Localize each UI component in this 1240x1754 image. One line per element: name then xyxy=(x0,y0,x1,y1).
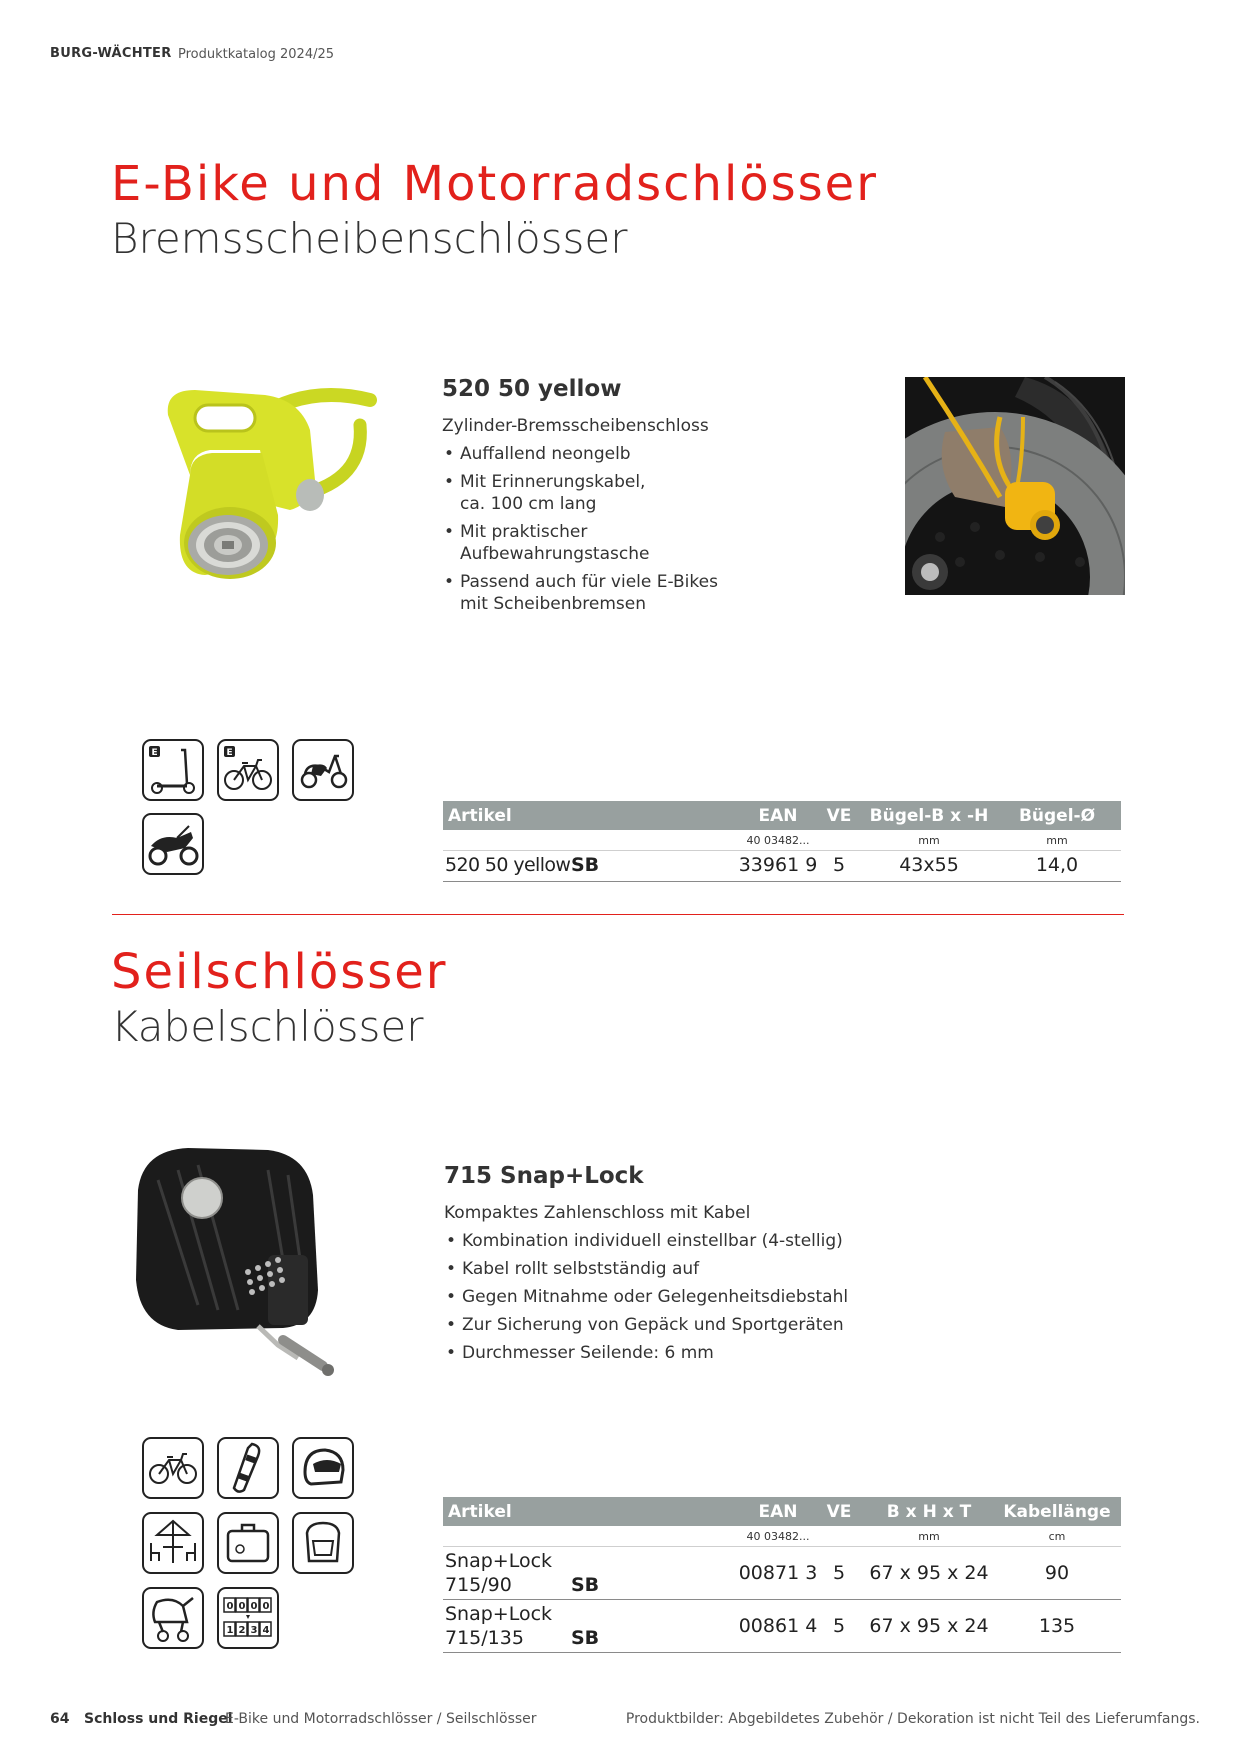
feature-item: • Passend auch für viele E-Bikes mit Scheibenbremsen xyxy=(442,571,782,615)
cell-artikel: Snap+Lock xyxy=(445,1603,553,1625)
col-artikel: Artikel xyxy=(448,1502,512,1522)
section2-title: Seilschlösser xyxy=(111,944,448,1000)
table-row xyxy=(443,1547,1121,1600)
combination-dial-icon xyxy=(217,1587,279,1649)
table-header xyxy=(443,1497,1121,1526)
snowboard-icon xyxy=(217,1437,279,1499)
cell-artikel-code: 715/135 xyxy=(445,1627,524,1649)
cell-pack: SB xyxy=(571,1627,600,1649)
garden-furniture-icon xyxy=(142,1512,204,1574)
col-ve: VE xyxy=(826,806,852,826)
e-scooter-icon xyxy=(142,739,204,801)
col-ve: VE xyxy=(826,1502,852,1522)
spec-table-520 xyxy=(443,801,1121,882)
footer-section: E-Bike und Motorradschlösser / Seilschlösser xyxy=(225,1711,537,1727)
feature-item: • Zur Sicherung von Gepäck und Sportgeräten xyxy=(444,1314,1004,1336)
table-row xyxy=(443,1600,1121,1653)
unit-ean: 40 03482... xyxy=(746,1530,810,1543)
feature-item: • Durchmesser Seilende: 6 mm xyxy=(444,1342,1004,1364)
footer-note: Produktbilder: Abgebildetes Zubehör / Dekoration ist nicht Teil des Lieferumfangs. xyxy=(625,1711,1200,1727)
feature-item: • Gegen Mitnahme oder Gelegenheitsdiebstahl xyxy=(444,1286,1004,1308)
backpack-icon xyxy=(292,1512,354,1574)
product2-type: Kompaktes Zahlenschloss mit Kabel xyxy=(444,1203,751,1223)
svg-text:1: 1 xyxy=(226,1625,234,1636)
section1-subtitle: Bremsscheibenschlösser xyxy=(111,214,628,263)
cell-ve: 5 xyxy=(832,1615,846,1637)
page-number: 64 xyxy=(50,1711,70,1727)
table-header xyxy=(443,801,1121,830)
cell-artikel-code: 715/90 xyxy=(445,1574,512,1596)
col-dia: Bügel-Ø xyxy=(1018,806,1096,826)
unit-ean: 40 03482... xyxy=(746,834,810,847)
cell-pack: SB xyxy=(571,854,600,876)
cell-ean: 00871 3 xyxy=(738,1562,818,1584)
col-ean: EAN xyxy=(758,806,798,826)
svg-text:4: 4 xyxy=(262,1625,270,1636)
cell-ean: 33961 9 xyxy=(738,854,818,876)
cell-artikel: Snap+Lock xyxy=(445,1550,553,1572)
col-dim: Bügel-B x -H xyxy=(869,806,989,826)
disc-lock-in-use-photo xyxy=(905,377,1125,595)
unit-dim: mm xyxy=(918,1530,940,1543)
unit-dia: mm xyxy=(1046,834,1068,847)
unit-dim: mm xyxy=(918,834,940,847)
footer-chapter: Schloss und Riegel xyxy=(84,1711,233,1727)
svg-text:0: 0 xyxy=(226,1601,234,1612)
svg-text:0: 0 xyxy=(262,1601,270,1612)
feature-item: • Kombination individuell einstellbar (4-stellig) xyxy=(444,1230,1004,1252)
cell-dia: 14,0 xyxy=(1035,854,1079,876)
feature-item: • Mit Erinnerungskabel, ca. 100 cm lang xyxy=(442,471,782,515)
stroller-icon xyxy=(142,1587,204,1649)
cell-dim: 43x55 xyxy=(899,854,959,876)
cell-length: 135 xyxy=(1038,1615,1076,1637)
cell-ve: 5 xyxy=(832,854,846,876)
col-ean: EAN xyxy=(758,1502,798,1522)
table-units xyxy=(443,1526,1121,1547)
cell-ean: 00861 4 xyxy=(738,1615,818,1637)
table-row xyxy=(443,851,1121,882)
section1-title: E-Bike und Motorradschlösser xyxy=(111,156,878,212)
cable-lock-product-image xyxy=(118,1140,348,1380)
helmet-icon xyxy=(292,1437,354,1499)
svg-text:0: 0 xyxy=(250,1601,258,1612)
svg-text:2: 2 xyxy=(238,1625,246,1636)
svg-text:3: 3 xyxy=(250,1625,258,1636)
cell-artikel: 520 50 yellow xyxy=(445,854,571,876)
motor-scooter-icon xyxy=(292,739,354,801)
svg-text:0: 0 xyxy=(238,1601,246,1612)
brand-name: BURG-WÄCHTER xyxy=(50,46,172,61)
catalog-title: Produktkatalog 2024/25 xyxy=(178,47,335,62)
col-dim: B x H x T xyxy=(886,1502,972,1522)
cell-length: 90 xyxy=(1044,1562,1070,1584)
luggage-icon xyxy=(217,1512,279,1574)
section2-subtitle: Kabelschlösser xyxy=(111,1002,424,1051)
svg-text:E: E xyxy=(151,748,158,758)
motorcycle-icon xyxy=(142,813,204,875)
disc-lock-product-image xyxy=(150,385,380,595)
cell-dim: 67 x 95 x 24 xyxy=(869,1615,989,1637)
product2-features xyxy=(444,1230,1004,1370)
product1-name: 520 50 yellow xyxy=(442,376,622,402)
e-bike-icon xyxy=(217,739,279,801)
col-length: Kabellänge xyxy=(1003,1502,1111,1522)
feature-item: • Kabel rollt selbstständig auf xyxy=(444,1258,1004,1280)
section-divider xyxy=(112,914,1124,915)
feature-item: • Auffallend neongelb xyxy=(442,443,782,465)
cell-ve: 5 xyxy=(832,1562,846,1584)
svg-text:E: E xyxy=(226,748,233,758)
col-artikel: Artikel xyxy=(448,806,512,826)
product1-features xyxy=(442,443,782,621)
cell-pack: SB xyxy=(571,1574,600,1596)
spec-table-715 xyxy=(443,1497,1121,1653)
product1-type: Zylinder-Bremsscheibenschloss xyxy=(442,416,709,436)
feature-item: • Mit praktischer Aufbewahrungstasche xyxy=(442,521,782,565)
cell-dim: 67 x 95 x 24 xyxy=(869,1562,989,1584)
unit-length: cm xyxy=(1048,1530,1066,1543)
table-units xyxy=(443,830,1121,851)
product2-name: 715 Snap+Lock xyxy=(444,1163,644,1189)
bicycle-icon xyxy=(142,1437,204,1499)
